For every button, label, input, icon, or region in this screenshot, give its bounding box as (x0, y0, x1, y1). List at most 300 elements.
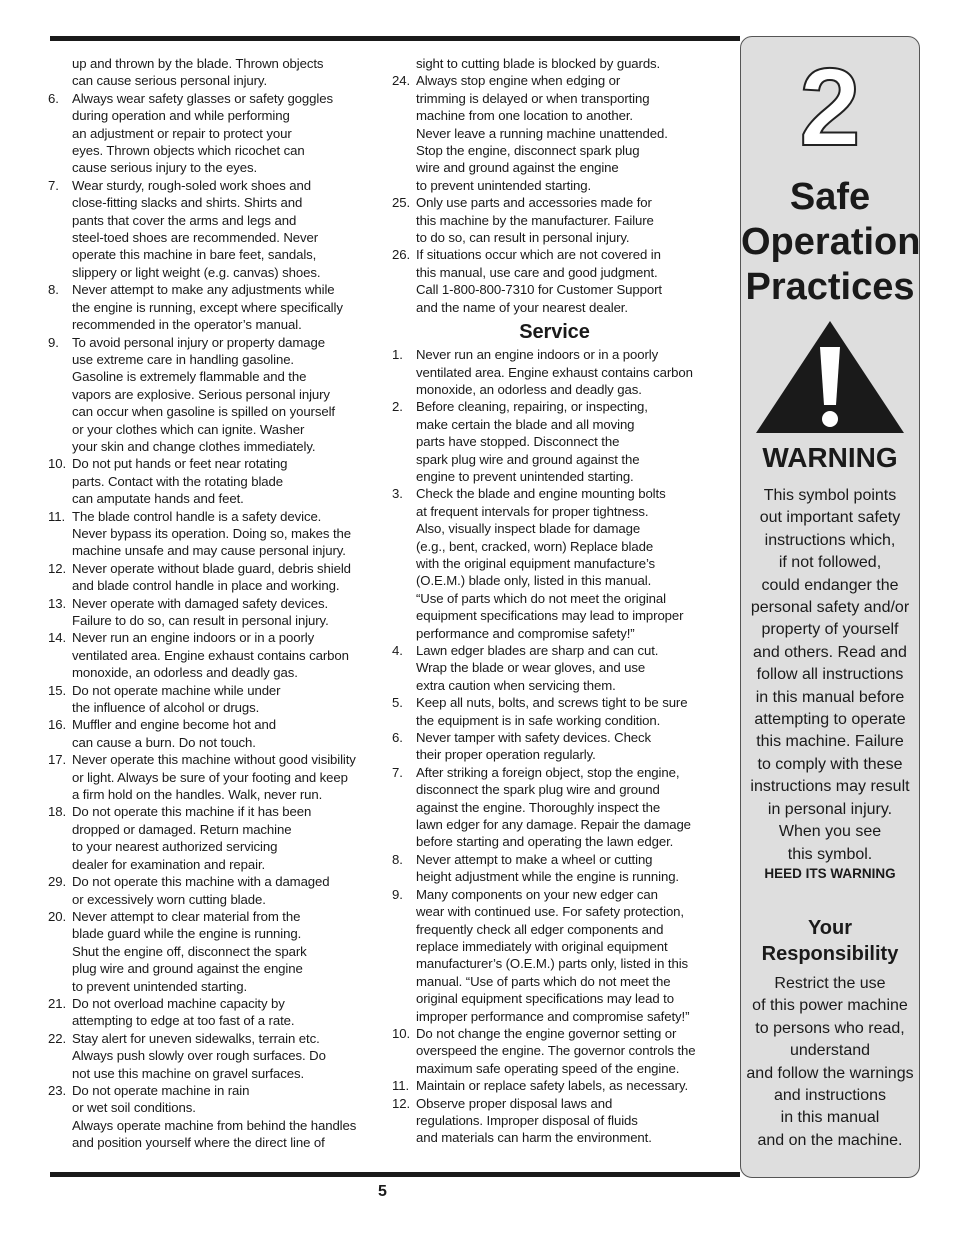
responsibility-line: and on the machine. (757, 1131, 903, 1149)
item-text: Check the blade and engine mounting bolts (416, 486, 666, 502)
list-item-line (48, 612, 382, 629)
item-number: 1. (392, 347, 403, 363)
item-text: parts have stopped. Disconnect the (416, 434, 620, 450)
item-text: maximum safe operating speed of the engine. (416, 1060, 680, 1076)
list-item-line (392, 990, 717, 1007)
item-number: 2. (392, 399, 403, 415)
list-item-line (48, 925, 382, 942)
item-text: Do not operate this machine with a damaged (72, 874, 330, 890)
item-number: 24. (392, 73, 411, 89)
item-text: parts. Contact with the rotating blade (72, 473, 283, 489)
item-text: ventilated area. Engine exhaust contains carbon (416, 364, 693, 380)
item-text: monoxide, an odorless and deadly gas. (416, 381, 642, 397)
list-item-line (48, 159, 382, 176)
item-number: 26. (392, 247, 411, 263)
list-item-line (392, 903, 717, 920)
list-item-line (48, 821, 382, 838)
item-text: vapors are explosive. Serious personal injury (72, 386, 330, 402)
item-text: Always operate machine from behind the handles (72, 1117, 357, 1133)
item-text: Do not put hands or feet near rotating (72, 456, 288, 472)
warning-line: instructions may result (750, 778, 910, 796)
warning-line: to comply with these (757, 755, 903, 773)
item-text: After striking a foreign object, stop the engine, (416, 764, 680, 780)
list-item-line (48, 125, 382, 142)
section-title (741, 175, 919, 310)
list-item-line (48, 542, 382, 559)
item-number: 12. (48, 560, 67, 576)
item-text: Never leave a running machine unattended. (416, 125, 668, 141)
list-item-line (48, 682, 382, 699)
list-item-line (392, 781, 717, 798)
list-item-line (48, 229, 382, 246)
item-text: Never operate this machine without good visibility (72, 752, 356, 768)
title-line: Operation (741, 221, 921, 263)
warning-line: in this manual before (755, 688, 905, 706)
item-text: Never attempt to make any adjustments while (72, 282, 335, 298)
item-number: 23. (48, 1082, 67, 1098)
page-number: 5 (378, 1183, 387, 1200)
item-text: Before cleaning, repairing, or inspecting, (416, 399, 648, 415)
item-number: 13. (48, 595, 67, 611)
list-item-line (48, 473, 382, 490)
list-item-line (48, 577, 382, 594)
item-text: machine unsafe and may cause personal injury. (72, 543, 346, 559)
item-text: The blade control handle is a safety device. (72, 508, 322, 524)
list-item-line (392, 642, 717, 659)
list-item-line (392, 125, 717, 142)
responsibility-line: to persons who read, (755, 1019, 905, 1037)
left-column (48, 55, 382, 1152)
item-number: 7. (392, 764, 403, 780)
list-item-line (392, 281, 717, 298)
item-number: 12. (392, 1095, 411, 1111)
item-text: Never attempt to make a wheel or cutting (416, 851, 653, 867)
list-item-line (392, 346, 717, 363)
list-item-line (48, 508, 382, 525)
item-number: 5. (392, 695, 403, 711)
list-item-line (48, 455, 382, 472)
item-text: Never tamper with safety devices. Check (416, 730, 652, 746)
item-number: 4. (392, 643, 403, 658)
item-text: Never run an engine indoors or in a poorly (72, 630, 315, 646)
item-number: 29. (48, 874, 67, 890)
list-item-line (48, 699, 382, 716)
item-text: Only use parts and accessories made for (416, 195, 652, 211)
responsibility-line: and instructions (773, 1087, 887, 1105)
item-text: up and thrown by the blade. Thrown objects (72, 56, 324, 71)
item-text: the influence of alcohol or drugs. (72, 700, 260, 716)
warning-line: attempting to operate (754, 711, 906, 729)
item-text: or your clothes which can ignite. Washer (72, 421, 305, 437)
list-item-line (392, 921, 717, 938)
item-text: against the engine. Thoroughly inspect the (416, 799, 661, 815)
item-text: Stop the engine, disconnect spark plug (416, 143, 640, 159)
item-text: attempting to edge at too fast of a rate. (72, 1013, 295, 1029)
list-item-line (392, 246, 717, 263)
warning-line: in personal injury. (767, 800, 893, 818)
item-text: height adjustment while the engine is running. (416, 869, 679, 885)
list-item-line (392, 851, 717, 868)
warning-line: this machine. Failure (756, 733, 904, 751)
list-item-line (48, 1030, 382, 1047)
list-item-line (392, 55, 717, 72)
item-text: If situations occur which are not covered in (416, 247, 661, 263)
warning-triangle-icon (754, 319, 906, 437)
list-item-line (48, 177, 382, 194)
item-text: Stay alert for uneven sidewalks, terrain etc. (72, 1030, 320, 1046)
item-text: Call 1-800-800-7310 for Customer Support (416, 282, 662, 298)
list-item-line (392, 625, 717, 642)
list-item-line (392, 677, 717, 694)
item-number: 6. (48, 90, 59, 106)
item-text: dropped or damaged. Return machine (72, 821, 292, 837)
item-text: Lawn edger blades are sharp and can cut. (416, 643, 659, 658)
item-text: “Use of parts which do not meet the original (416, 590, 666, 606)
item-text: or wet soil conditions. (72, 1100, 196, 1116)
item-text: use extreme care in handling gasoline. (72, 351, 294, 367)
item-text: their proper operation regularly. (416, 747, 596, 763)
list-item-line (392, 694, 717, 711)
list-item-line (48, 1012, 382, 1029)
item-text: at frequent intervals for proper tightness. (416, 503, 649, 519)
list-item-line (48, 351, 382, 368)
item-text: to prevent unintended starting. (416, 177, 592, 193)
list-item-line (48, 525, 382, 542)
item-text: Do not operate machine in rain (72, 1082, 250, 1098)
list-item-line (48, 212, 382, 229)
list-item-line (48, 299, 382, 316)
list-item-line (392, 451, 717, 468)
warning-line: This symbol points (763, 487, 897, 504)
item-text: ventilated area. Engine exhaust contains carbon (72, 647, 349, 663)
item-text: cause serious injury to the eyes. (72, 160, 258, 176)
item-text: spark plug wire and ground against the (416, 451, 640, 467)
item-text: this machine by the manufacturer. Failure (416, 212, 654, 228)
item-text: and position yourself where the direct line of (72, 1135, 325, 1151)
responsibility-heading (741, 915, 919, 967)
item-number: 6. (392, 730, 403, 746)
list-item-line (48, 891, 382, 908)
item-text: Shut the engine off, disconnect the spark (72, 943, 307, 959)
item-text: Do not operate machine while under (72, 682, 281, 698)
item-text: blade guard while the engine is running. (72, 926, 302, 942)
list-item-line (392, 833, 717, 850)
list-item-line (48, 1099, 382, 1116)
item-text: Never bypass its operation. Doing so, makes the (72, 525, 351, 541)
list-item-line (48, 490, 382, 507)
list-item-line (48, 1065, 382, 1082)
item-number: 18. (48, 804, 67, 820)
list-item-line (48, 246, 382, 263)
warning-line: and others. Read and (753, 643, 907, 661)
list-item-line (48, 751, 382, 768)
list-item-line (392, 264, 717, 281)
list-item-line (392, 659, 717, 676)
responsibility-line: of this power machine (752, 997, 908, 1015)
list-item-line (48, 438, 382, 455)
item-number: 7. (48, 177, 59, 193)
item-text: and materials can harm the environment. (416, 1130, 652, 1146)
warning-label: WARNING (762, 442, 898, 473)
responsibility-text (741, 973, 919, 1152)
item-text: Gasoline is extremely flammable and the (72, 369, 307, 385)
item-text: or excessively worn cutting blade. (72, 891, 266, 907)
list-item-line (48, 838, 382, 855)
item-number: 9. (392, 886, 403, 902)
list-item-line (48, 943, 382, 960)
list-item-line (392, 212, 717, 229)
list-item-line (392, 364, 717, 381)
item-text: overspeed the engine. The governor controls the (416, 1043, 696, 1059)
list-item-line (48, 978, 382, 995)
item-text: dealer for examination and repair. (72, 856, 266, 872)
item-text: plug wire and ground against the engine (72, 961, 303, 977)
list-item-line (392, 194, 717, 211)
list-item-line (392, 1042, 717, 1059)
item-text: Observe proper disposal laws and (416, 1095, 613, 1111)
list-item-line (392, 590, 717, 607)
item-text: can cause serious personal injury. (72, 73, 268, 89)
list-item-line (392, 572, 717, 589)
list-item-line (48, 856, 382, 873)
warning-line: if not followed, (778, 554, 882, 572)
list-item-line (392, 955, 717, 972)
list-item-line (392, 107, 717, 124)
list-item-line (48, 908, 382, 925)
item-text: Keep all nuts, bolts, and screws tight to be sure (416, 695, 688, 711)
item-text: operate this machine in bare feet, sandals, (72, 247, 317, 263)
list-item-line (392, 159, 717, 176)
list-item-line (392, 1077, 717, 1094)
item-number: 8. (48, 282, 59, 298)
item-text: Never operate without blade guard, debris shield (72, 560, 351, 576)
list-item-line (48, 560, 382, 577)
list-item-line (48, 647, 382, 664)
item-number: 21. (48, 995, 67, 1011)
list-item-line (392, 799, 717, 816)
item-number: 16. (48, 717, 67, 733)
list-item-line (392, 746, 717, 763)
list-item-line (392, 555, 717, 572)
item-text: close-fitting slacks and shirts. Shirts and (72, 195, 303, 211)
item-text: wire and ground against the engine (416, 160, 619, 176)
list-item-line (392, 433, 717, 450)
list-item-line (392, 764, 717, 781)
list-item-line (48, 55, 382, 72)
item-text: regulations. Improper disposal of fluids (416, 1112, 638, 1128)
list-item-line (48, 421, 382, 438)
item-number: 11. (48, 508, 66, 524)
item-number: 3. (392, 486, 403, 502)
service-heading: Service (519, 321, 590, 344)
item-text: To avoid personal injury or property damage (72, 334, 325, 350)
item-number: 10. (48, 456, 67, 472)
list-item-line (392, 712, 717, 729)
item-number: 25. (392, 195, 411, 211)
item-text: pants that cover the arms and legs and (72, 212, 297, 228)
list-item-line (48, 316, 382, 333)
item-number: 17. (48, 752, 67, 768)
item-text: and the name of your nearest dealer. (416, 299, 628, 315)
list-item-line (392, 1129, 717, 1146)
list-item-line (392, 868, 717, 885)
item-text: disconnect the spark plug wire and ground (416, 782, 660, 798)
responsibility-line: Restrict the use (774, 975, 886, 992)
list-item-line (392, 299, 717, 316)
warning-line: instructions which, (764, 531, 896, 549)
warning-line: follow all instructions (756, 666, 904, 684)
list-item-line (392, 1025, 717, 1042)
warning-line: personal safety and/or (750, 599, 910, 617)
list-item-line (48, 1082, 382, 1099)
list-item-line (48, 264, 382, 281)
item-text: before starting and operating the lawn edger. (416, 834, 674, 850)
item-text: Maintain or replace safety labels, as necessary. (416, 1078, 689, 1094)
list-item-line (48, 72, 382, 89)
list-item-line (392, 1060, 717, 1077)
item-text: (e.g., bent, cracked, worn) Replace blade (416, 538, 654, 554)
item-number: 22. (48, 1030, 67, 1046)
item-text: Always wear safety glasses or safety goggles (72, 90, 333, 106)
list-item-line (392, 142, 717, 159)
list-item-line (392, 973, 717, 990)
item-text: lawn edger for any damage. Repair the damage (416, 817, 691, 833)
item-text: manual. “Use of parts which do not meet the (416, 973, 671, 989)
item-text: Wrap the blade or wear gloves, and use (416, 660, 646, 676)
item-text: Always push slowly over rough surfaces. Do (72, 1048, 326, 1064)
item-text: Many components on your new edger can (416, 886, 658, 902)
item-text: recommended in the operator’s manual. (72, 317, 302, 333)
item-number: 11. (392, 1078, 410, 1094)
item-number: 15. (48, 682, 67, 698)
item-text: engine to prevent unintended starting. (416, 468, 634, 484)
item-text: can cause a burn. Do not touch. (72, 734, 256, 750)
item-text: the equipment is in safe working condition. (416, 712, 661, 728)
list-item-line (48, 664, 382, 681)
warning-text (741, 485, 919, 866)
item-text: machine from one location to another. (416, 108, 633, 124)
item-text: steel-toed shoes are recommended. Never (72, 230, 319, 246)
list-item-line (392, 503, 717, 520)
item-text: Also, visually inspect blade for damage (416, 521, 641, 537)
responsibility-line: and follow the warnings (746, 1064, 914, 1082)
item-text: make certain the blade and all moving (416, 416, 635, 432)
item-text: Do not overload machine capacity by (72, 995, 285, 1011)
item-text: Do not operate this machine if it has been (72, 804, 312, 820)
item-text: Never attempt to clear material from the (72, 908, 301, 924)
list-item-line (392, 1095, 717, 1112)
item-text: a firm hold on the handles. Walk, never run. (72, 787, 323, 803)
list-item-line (48, 716, 382, 733)
item-text: performance and compromise safety!” (416, 625, 635, 641)
item-text: your skin and change clothes immediately. (72, 438, 316, 454)
list-item-line (392, 607, 717, 624)
list-item-line (392, 886, 717, 903)
list-item-line (392, 520, 717, 537)
list-item-line (48, 629, 382, 646)
top-rule (50, 36, 740, 41)
item-text: equipment specifications may lead to improper (416, 608, 684, 624)
warning-line: out important safety (759, 509, 901, 527)
heading-line: Your (807, 917, 853, 939)
list-item-line (48, 769, 382, 786)
item-number: 10. (392, 1025, 411, 1041)
list-item-line (48, 1117, 382, 1134)
list-item-line (392, 1112, 717, 1129)
heed-warning: HEED ITS WARNING (764, 866, 896, 881)
list-item-line (48, 368, 382, 385)
list-item-line (48, 403, 382, 420)
list-item-line (48, 334, 382, 351)
item-text: to your nearest authorized servicing (72, 839, 278, 855)
item-text: to do so, can result in personal injury. (416, 230, 630, 246)
list-item-line (48, 1134, 382, 1151)
list-item-line (48, 90, 382, 107)
item-text: the engine is running, except where specifically (72, 299, 343, 315)
list-item-line (392, 229, 717, 246)
item-text: original equipment specifications may lead to (416, 991, 674, 1007)
item-text: this manual, use care and good judgment. (416, 264, 658, 280)
item-number: 20. (48, 908, 67, 924)
item-text: eyes. Thrown objects which ricochet can (72, 143, 305, 159)
list-item-line (392, 938, 717, 955)
list-item-line (48, 142, 382, 159)
item-text: or light. Always be sure of your footing and keep (72, 769, 348, 785)
item-text: can amputate hands and feet. (72, 491, 244, 507)
list-item-line (48, 734, 382, 751)
responsibility-line: understand (789, 1042, 871, 1060)
item-text: Never run an engine indoors or in a poorly (416, 347, 659, 363)
item-text: can occur when gasoline is spilled on yourself (72, 404, 335, 420)
item-text: replace immediately with original equipment (416, 938, 668, 954)
warning-line: could endanger the (761, 576, 899, 594)
list-item-line (392, 538, 717, 555)
item-text: monoxide, an odorless and deadly gas. (72, 665, 298, 681)
list-item-line (392, 1008, 717, 1025)
item-text: during operation and while performing (72, 108, 290, 124)
list-item-line (392, 72, 717, 89)
list-item-line (392, 485, 717, 502)
item-text: frequently check all edger components and (416, 921, 664, 937)
list-item-line (48, 873, 382, 890)
list-item-line (392, 416, 717, 433)
item-text: (O.E.M.) blade only, listed in this manual. (416, 573, 652, 589)
item-text: trimming is delayed or when transporting (416, 90, 650, 106)
item-text: Never operate with damaged safety devices. (72, 595, 329, 611)
warning-line: When you see (778, 823, 882, 841)
list-item-line (392, 729, 717, 746)
item-text: with the original equipment manufacture’s (416, 555, 656, 571)
list-item-line (392, 398, 717, 415)
list-item-line (392, 816, 717, 833)
title-line: Practices (745, 266, 915, 308)
item-text: manufacturer’s (O.E.M.) parts only, listed in this (416, 956, 689, 972)
list-item-line (48, 803, 382, 820)
title-line: Safe (789, 176, 871, 218)
list-item-line (48, 995, 382, 1012)
item-text: slippery or light weight (e.g. canvas) shoes. (72, 264, 321, 280)
item-text: extra caution when servicing them. (416, 677, 616, 693)
list-item-line (392, 90, 717, 107)
item-text: to prevent unintended starting. (72, 978, 248, 994)
responsibility-line: in this manual (780, 1109, 880, 1127)
item-text: Do not change the engine governor setting or (416, 1025, 677, 1041)
section-number: 2 (799, 46, 861, 169)
item-number: 9. (48, 334, 59, 350)
warning-line: this symbol. (787, 845, 873, 863)
list-item-line (48, 595, 382, 612)
list-item-line (392, 381, 717, 398)
